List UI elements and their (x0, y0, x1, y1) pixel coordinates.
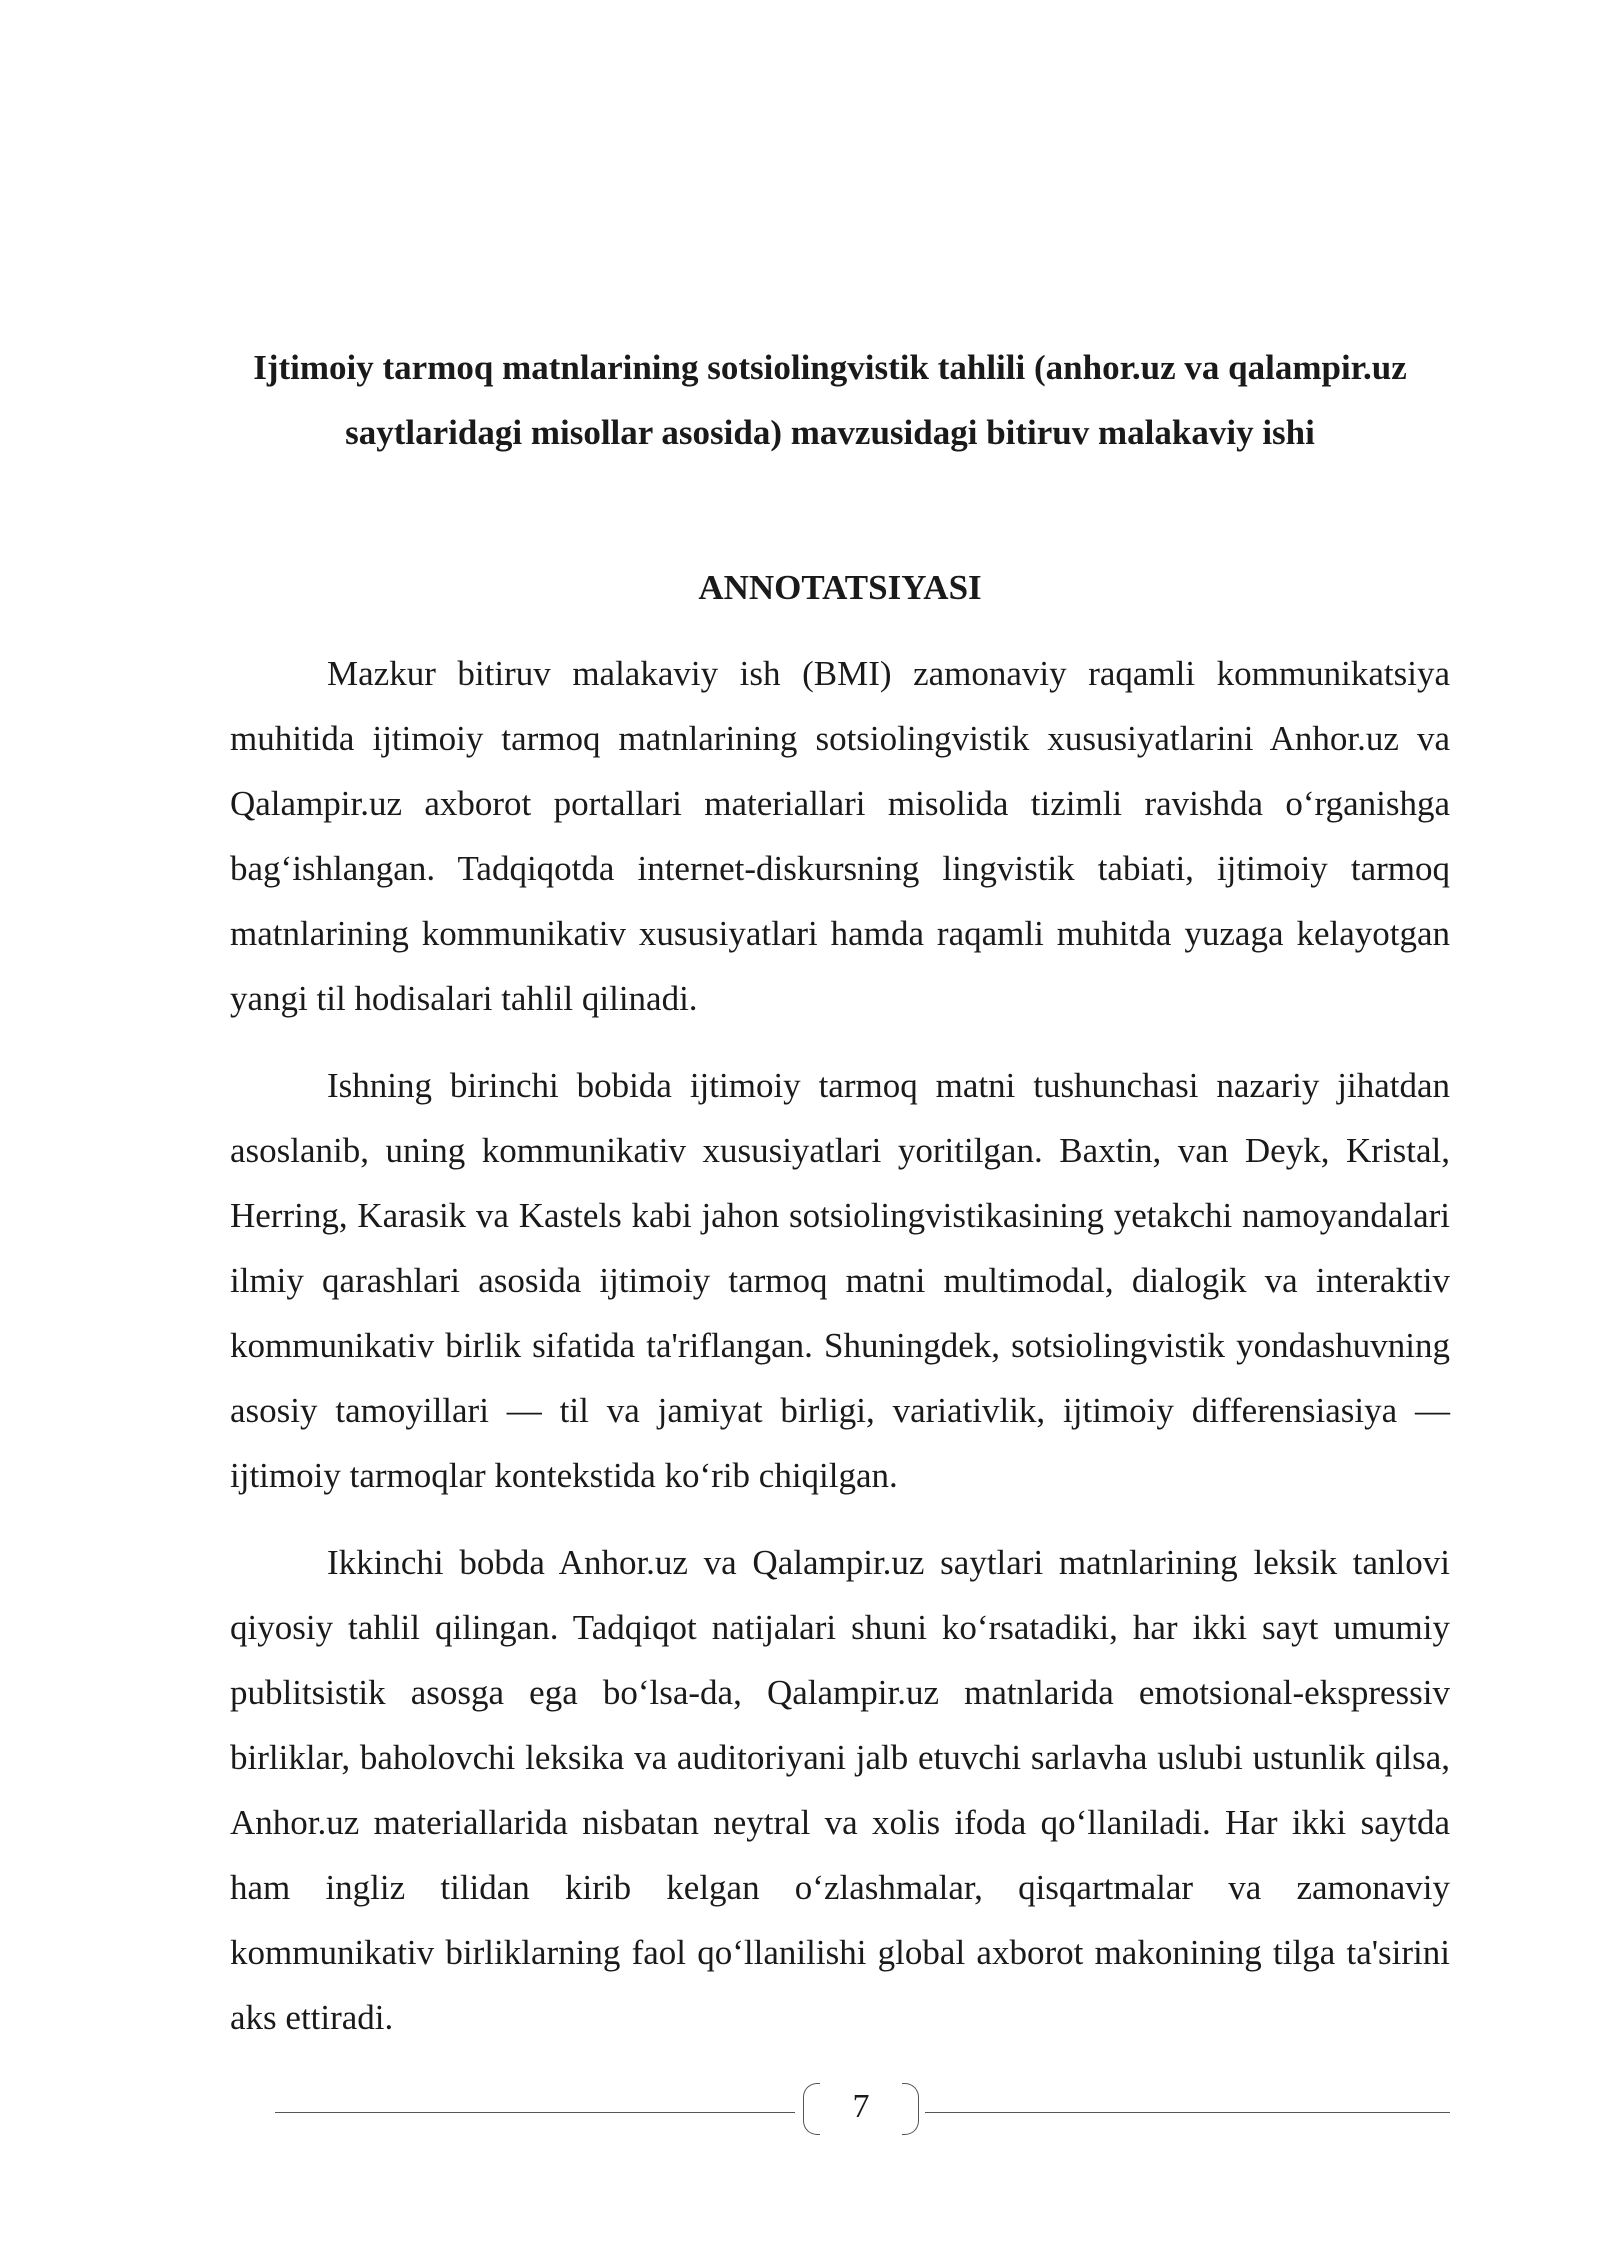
right-bracket-icon (902, 2083, 919, 2135)
page-footer (275, 2085, 1450, 2145)
page-number-box (803, 2083, 919, 2139)
annotation-body (230, 641, 1450, 2072)
footer-rule-left (275, 2112, 795, 2113)
page-number: 7 (852, 2088, 870, 2125)
document-title: Ijtimoiy tarmoq matnlarining sotsiolingvistik tahlili (anhor.uz va qalampir.uz saytlaridagi misollar asosida) mavzusidagi bitiruv malakaviy ishi (253, 348, 1407, 452)
left-bracket-icon (803, 2083, 820, 2135)
annotation-heading: ANNOTATSIYASI (698, 568, 982, 607)
paragraph-intro: Mazkur bitiruv malakaviy ish (BMI) zamonaviy raqamli kommunikatsiya muhitida ijtimoiy tarmoq matnlarining sotsiolingvistik xususiyatlarini Anhor.uz va Qalampir.uz axborot portallari materiallari misolida tizimli ravishda o‘rganishga bag‘ishlangan. Tadqiqotda internet-diskursning lingvistik tabiati, ijtimoiy tarmoq matnlarining kommunikativ xususiyatlari hamda raqamli muhitda yuzaga kelayotgan yangi til hodisalari tahlil qilinadi. (230, 654, 1450, 1018)
footer-rule-right (925, 2112, 1450, 2113)
paragraph-chapter-two: Ikkinchi bobda Anhor.uz va Qalampir.uz saytlari matnlarining leksik tanlovi qiyosiy tahlil qilingan. Tadqiqot natijalari shuni ko‘rsatadiki, har ikki sayt umumiy publitsistik asosga ega bo‘lsa-da, Qalampir.uz matnlarida emotsional-ekspressiv birliklar, baholovchi leksika va auditoriyani jalb etuvchi sarlavha uslubi ustunlik qilsa, Anhor.uz materiallarida nisbatan neytral va xolis ifoda qo‘llaniladi. Har ikki saytda ham ingliz tilidan kirib kelgan o‘zlashmalar, qisqartmalar va zamonaviy kommunikativ birliklarning faol qo‘llanilishi global axborot makonining tilga ta'sirini aks ettiradi. (230, 1543, 1450, 2037)
paragraph-chapter-one: Ishning birinchi bobida ijtimoiy tarmoq matni tushunchasi nazariy jihatdan asoslanib, uning kommunikativ xususiyatlari yoritilgan. Baxtin, van Deyk, Kristal, Herring, Karasik va Kastels kabi jahon sotsiolingvistikasining yetakchi namoyandalari ilmiy qarashlari asosida ijtimoiy tarmoq matni multimodal, dialogik va interaktiv kommunikativ birlik sifatida ta'riflangan. Shuningdek, sotsiolingvistik yondashuvning asosiy tamoyillari — til va jamiyat birligi, variativlik, ijtimoiy differensiasiya — ijtimoiy tarmoqlar kontekstida ko‘rib chiqilgan. (230, 1066, 1450, 1495)
